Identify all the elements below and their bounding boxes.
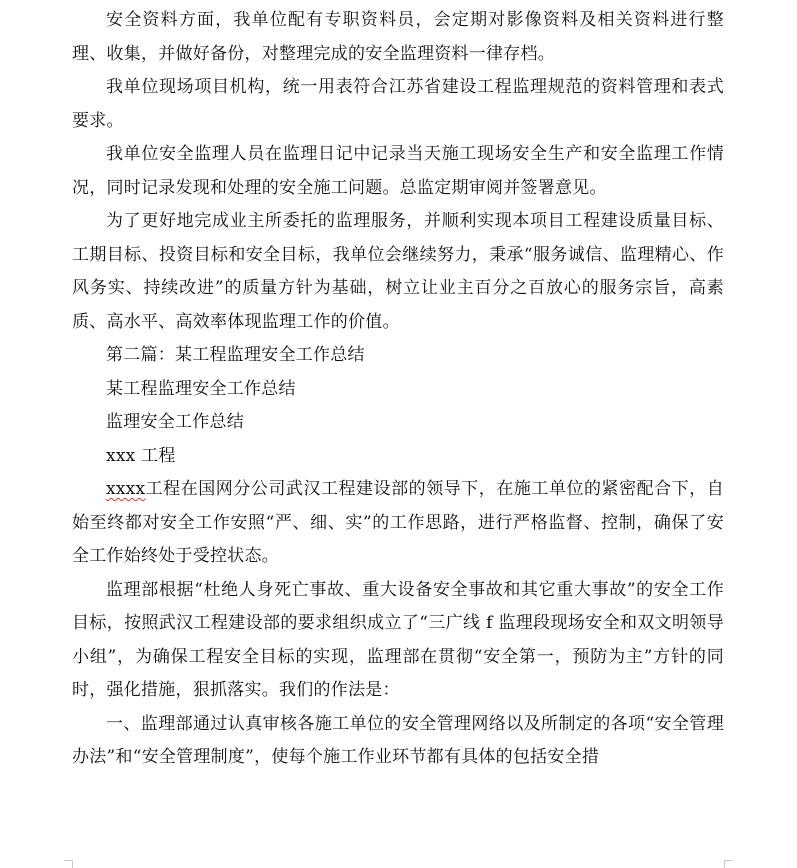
paragraph-project-overview-text: 工程在国网分公司武汉工程建设部的领导下，在施工单位的紧密配合下，自始至终都对安全工作安照“严、细、实”的工作思路，进行严格监督、控制，确保了安全工作始终处于受控状态。: [72, 479, 724, 566]
paragraph-safety-records: 安全资料方面，我单位配有专职资料员，会定期对影像资料及相关资料进行整理、收集，并做好备份，对整理完成的安全监理资料一律存档。: [72, 10, 724, 64]
paragraph-supervision-diary: 我单位安全监理人员在监理日记中记录当天施工现场安全生产和安全监理工作情况，同时记录发现和处理的安全施工问题。总监定期审阅并签署意见。: [72, 144, 724, 198]
paragraph-project-overview: [72, 473, 724, 574]
spellcheck-marked-word: xxxx: [106, 479, 146, 499]
section-heading-part-two: 第二篇：某工程监理安全工作总结: [106, 345, 365, 365]
paragraph-service-commitment: 为了更好地完成业主所委托的监理服务，并顺利实现本项目工程建设质量目标、工期目标、投资目标和安全目标，我单位会继续努力，秉承“服务诚信、监理精心、作风务实、持续改进”的质量方针为基础，树立让业主百分之百放心的服务宗旨，高素质、高水平、高效率体现监理工作的价值。: [72, 211, 724, 332]
paragraph-forms-standard: 我单位现场项目机构，统一用表符合江苏省建设工程监理规范的资料管理和表式要求。: [72, 77, 724, 131]
paragraph-measure-one: 一、监理部通过认真审核各施工单位的安全管理网络以及所制定的各项“安全管理办法”和“安全管理制度”，使每个施工作业环节都有具体的包括安全措: [72, 713, 724, 767]
section-title: 某工程监理安全工作总结: [106, 378, 296, 399]
document-body: [72, 4, 724, 775]
project-name: xxx 工程: [106, 445, 176, 466]
paragraph-safety-goals: 监理部根据“杜绝人身死亡事故、重大设备安全事故和其它重大事故”的安全工作目标，按照武汉工程建设部的要求组织成立了“三广线 f 监理段现场安全和双文明领导小组”，为确保工程安全目标的实现，监理部在贯彻“安全第一，预防为主”方针的同时，强化措施，狠抓落实。我们的作法是：: [72, 579, 724, 700]
section-subtitle: 监理安全工作总结: [106, 412, 244, 432]
